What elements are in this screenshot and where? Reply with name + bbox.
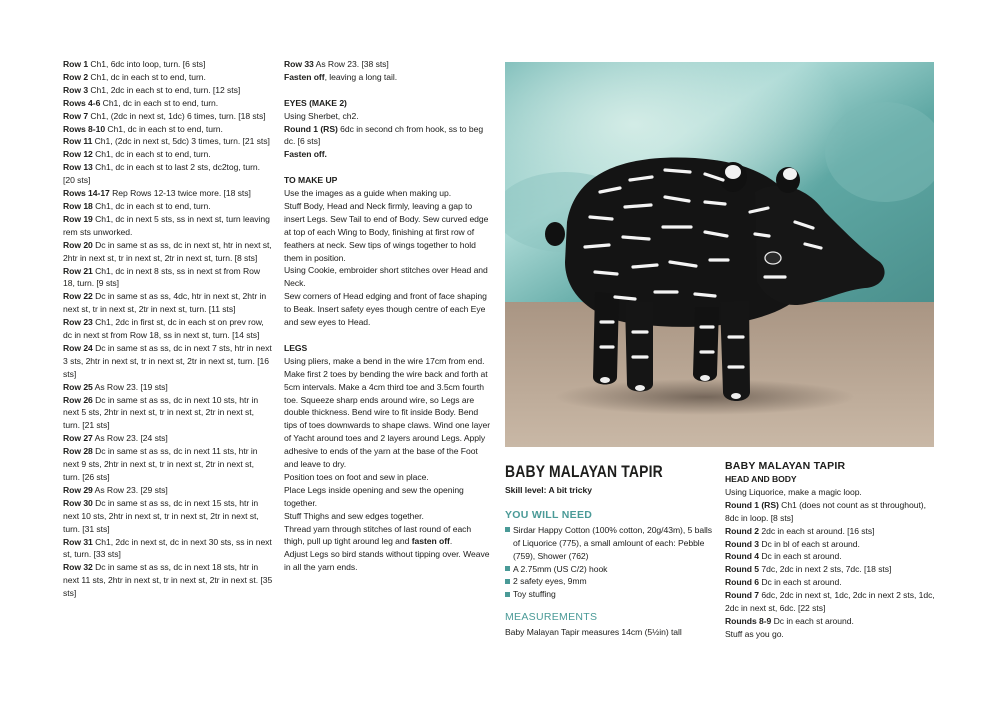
eyes-round: Round 1 (RS) 6dc in second ch from hook, ss to beg dc. [6 sts] [284,123,484,147]
using-line: Using Liquorice, make a magic loop. [725,486,862,497]
pattern-round: Rounds 8-9 Dc in each st around. [725,615,854,626]
pattern-column-rows [63,58,273,600]
eyes-fasten-off: Fasten off. [284,149,327,160]
pattern-row: Rows 4-6 Ch1, dc in each st to end, turn. [63,97,219,108]
pattern-row: Row 18 Ch1, dc in each st to end, turn. [63,200,211,211]
pattern-row: Row 33 As Row 23. [38 sts] [284,59,389,69]
pattern-row: Row 3 Ch1, 2dc in each st to end, turn. [12 sts] [63,84,241,95]
legs-line: Place Legs inside opening and sew the opening together. [284,484,464,508]
legs-line: Thread yarn through stitches of last round of each thigh, pull up tight around leg and fasten off. [284,523,472,547]
make-up-line: Stuff Body, Head and Neck firmly, leaving a gap to insert Legs. Sew Tail to end of Body. Sew curved edge at top of each Wing to Body, finishing at first row of feathers at neck. Sew tips of wings together to hold them in position. [284,200,489,263]
pattern-round: Round 4 Dc in each st around. [725,551,842,562]
section-heading-eyes: EYES (MAKE 2) [284,97,347,108]
pattern-column-makeup [284,58,492,574]
tapir-photo [505,62,934,447]
pattern-row: Row 26 Dc in same st as ss, dc in next 10 sts, htr in next 5 sts, 2htr in next st, tr in next st, 2tr in next st, turn. [21 sts] [63,394,259,431]
pattern-title: BABY MALAYAN TAPIR [505,462,663,481]
pattern-row: Row 32 Dc in same st as ss, dc in next 18 sts, htr in next 11 sts, 2htr in next st, tr in next st, 2tr in next st. [35 sts] [63,562,273,599]
pattern-row: Row 1 Ch1, 6dc into loop, turn. [6 sts] [63,59,206,69]
pattern-row: Row 19 Ch1, dc in next 5 sts, ss in next st, turn leaving rem sts unworked. [63,213,270,237]
make-up-line: Sew corners of Head edging and front of face shaping to Beak. Insert safety eyes though centre of each Eye and sew eyes to Head. [284,291,487,328]
legs-line: Stuff Thighs and sew edges together. [284,510,424,521]
pattern-round: Round 7 6dc, 2dc in next st, 1dc, 2dc in next 2 sts, 1dc, 2dc in next st, 6dc. [22 sts] [725,590,935,614]
pattern-row: Row 11 Ch1, (2dc in next st, 5dc) 3 times, turn. [21 sts] [63,136,270,147]
fasten-off-line: Fasten off, leaving a long tail. [284,71,398,82]
pattern-round: Round 3 Dc in bl of each st around. [725,538,860,549]
pattern-round: Round 5 7dc, 2dc in next 2 sts, 7dc. [18 sts] [725,564,892,575]
eyes-using: Using Sherbet, ch2. [284,110,359,121]
pattern-row: Row 13 Ch1, dc in each st to last 2 sts, dc2tog, turn. [20 sts] [63,162,260,186]
pattern-row: Row 12 Ch1, dc in each st to end, turn. [63,149,211,160]
legs-line: Using pliers, make a bend in the wire 17cm from end. Make first 2 toes by bending the wire back and forth at 5cm intervals. Make a 4cm third toe and 3.5cm fourth toe. Squeeze sharp ends around wire, so Legs are double thickness. Bend wire to fit inside Body. Bend tips of toes downwards to shape claws. Wind one layer of Yacht around toes and 2 layers around Legs. Apply adhesive to ends of the yarn at the base of the Foot and leave to dry. [284,355,491,470]
pattern-round: Round 2 2dc in each st around. [16 sts] [725,525,875,536]
pattern-row: Row 29 As Row 23. [29 sts] [63,484,168,495]
section-subtitle: HEAD AND BODY [725,474,797,484]
make-up-line: Using Cookie, embroider short stitches over Head and Neck. [284,265,488,289]
materials-item: A 2.75mm (US C/2) hook [505,563,717,576]
legs-line: Adjust Legs so bird stands without tipping over. Weave in all the yarn ends. [284,549,490,573]
pattern-row: Rows 14-17 Rep Rows 12-13 twice more. [18 sts] [63,188,251,199]
legs-line: Position toes on foot and sew in place. [284,471,429,482]
pattern-row: Rows 8-10 Ch1, dc in each st to end, turn. [63,123,223,134]
pattern-row: Row 30 Dc in same st as ss, dc in next 15 sts, htr in next 10 sts, 2htr in next st, tr in next st, 2tr in next st, turn. [31 sts] [63,497,259,534]
pattern-row: Row 28 Dc in same st as ss, dc in next 11 sts, htr in next 9 sts, 2htr in next st, tr in next st, 2tr in next st, turn. [26 sts] [63,446,258,482]
pattern-row: Row 21 Ch1, dc in next 8 sts, ss in next st from Row 18, turn. [9 sts] [63,265,261,289]
pattern-row: Row 20 Dc in same st as ss, dc in next st, htr in next st, 2htr in next st, tr in next st, 2tr in next st, turn. [8 sts] [63,239,272,263]
section-heading-legs: LEGS [284,342,308,353]
pattern-row: Row 31 Ch1, 2dc in next st, dc in next 30 sts, ss in next st, turn. [33 sts] [63,536,272,560]
pattern-row: Row 23 Ch1, 2dc in first st, dc in each st on prev row, dc in next st from Row 18, ss in next st, turn. [14 sts] [63,317,264,341]
pattern-row: Row 25 As Row 23. [19 sts] [63,381,168,392]
pattern-row: Row 7 Ch1, (2dc in next st, 1dc) 6 times, turn. [18 sts] [63,110,266,121]
make-up-line: Use the images as a guide when making up. [284,188,452,199]
pattern-row: Row 24 Dc in same st as ss, dc in next 7 sts, htr in next 3 sts, 2htr in next st, tr in next st, 2tr in next st, turn. [16 sts] [63,342,272,379]
section-title: BABY MALAYAN TAPIR [725,460,846,472]
pattern-row: Row 27 As Row 23. [24 sts] [63,433,168,444]
materials-item: Sirdar Happy Cotton (100% cotton, 20g/43m), 5 balls of Liquorice (775), a small amlount of each: Pebble (759), Shower (762) [505,524,717,563]
materials-item: 2 safety eyes, 9mm [505,575,717,588]
pattern-round: Round 6 Dc in each st around. [725,577,842,588]
skill-level: Skill level: A bit tricky [505,485,592,495]
heading-measurements: MEASUREMENTS [505,611,598,624]
head-body-column [725,460,935,641]
stuff-line: Stuff as you go. [725,628,784,639]
pattern-row: Row 22 Dc in same st as ss, 4dc, htr in next st, 2htr in next st, tr in next st, 2tr in next st, turn. [11 sts] [63,291,267,315]
pattern-row: Row 2 Ch1, dc in each st to end, turn. [63,71,206,82]
heading-you-will-need: YOU WILL NEED [505,508,593,521]
intro-column [505,462,717,639]
materials-item: Toy stuffing [505,588,717,601]
crochet-tapir-illustration [505,62,934,447]
measurements-text: Baby Malayan Tapir measures 14cm (5½in) tall [505,627,682,638]
pattern-round: Round 1 (RS) Ch1 (does not count as st throughout), 8dc in loop. [8 sts] [725,499,926,523]
section-heading-make-up: TO MAKE UP [284,175,338,186]
